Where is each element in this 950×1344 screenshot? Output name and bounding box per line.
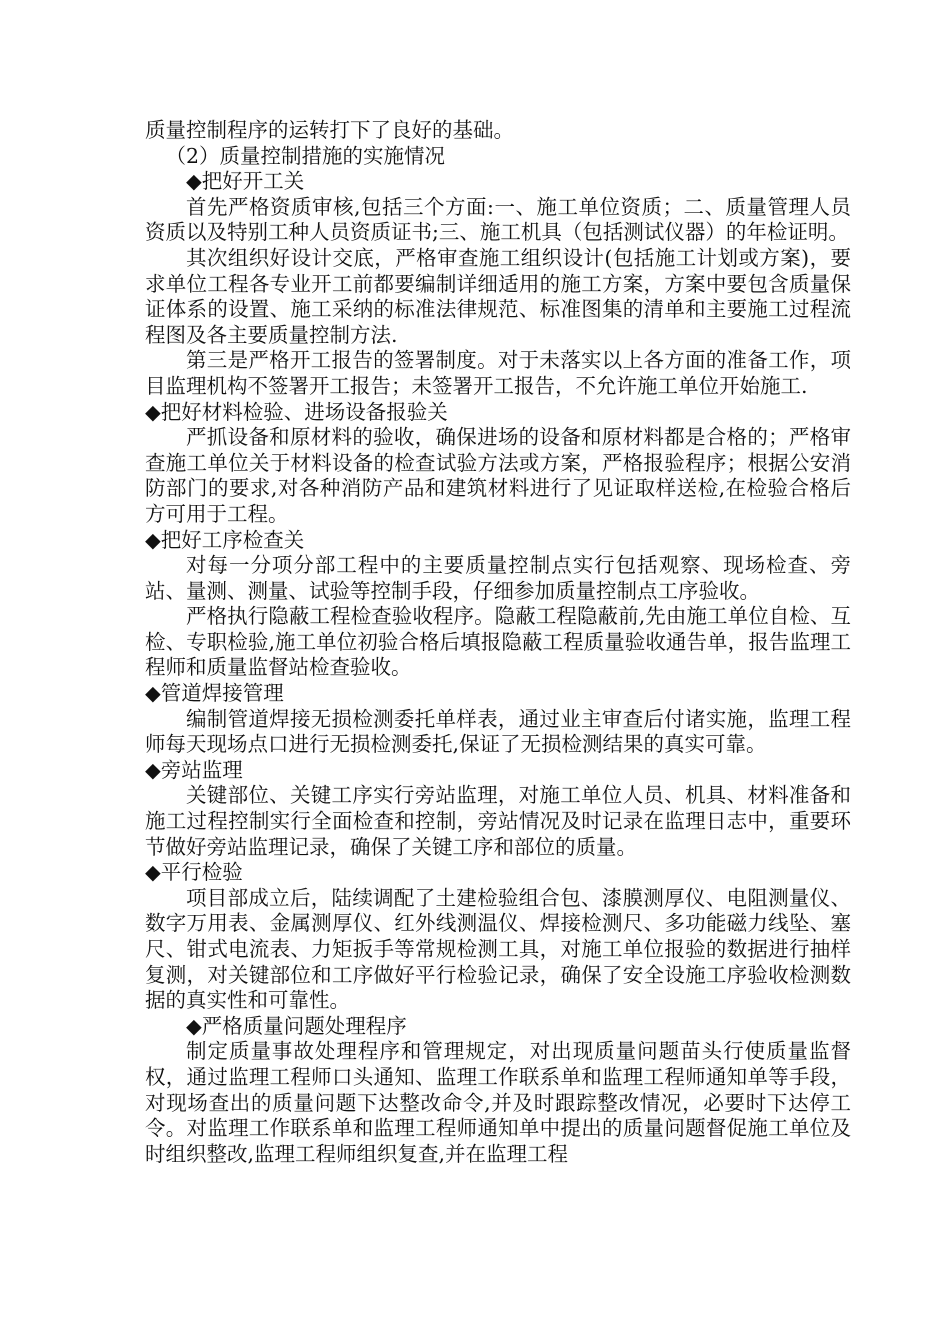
paragraph-start-report: 第三是严格开工报告的签署制度。对于未落实以上各方面的准备工作，项目监理机构不签署开工报告；未签署开工报告，不允许施工单位开始施工. (145, 348, 851, 398)
heading-side-supervision: ◆旁站监理 (145, 757, 243, 782)
heading-parallel-inspection: ◆平行检验 (145, 860, 243, 885)
heading-start-work: ◆把好开工关 (186, 169, 305, 194)
heading-material-inspection: ◆把好材料检验、进场设备报验关 (145, 399, 448, 424)
paragraph-material-inspection: 严抓设备和原材料的验收，确保进场的设备和原材料都是合格的；严格审查施工单位关于材料设备的检查试验方法或方案，严格报验程序；根据公安消防部门的要求,对各种消防产品和建筑材料进行了见证取样送检,在检验合格后方可用于工程。 (145, 425, 851, 526)
paragraph-quality-issue-handling: 制定质量事故处理程序和管理规定，对出现质量问题苗头行使质量监督权，通过监理工程师口头通知、监理工作联系单和监理工程师通知单等手段，对现场查出的质量问题下达整改命令,并及时跟踪整改情况，必要时下达停工令。对监理工作联系单和监理工程师通知单中提出的质量问题督促施工单位及时组织整改,监理工程师组织复查,并在监理工程 (145, 1039, 851, 1166)
paragraph-concealed-works: 严格执行隐蔽工程检查验收程序。隐蔽工程隐蔽前,先由施工单位自检、互检、专职检验,施工单位初验合格后填报隐蔽工程质量验收通告单，报告监理工程师和质量监督站检查验收。 (145, 604, 851, 680)
paragraph-continuation: 质量控制程序的运转打下了良好的基础。 (145, 118, 514, 142)
heading-pipe-welding: ◆管道焊接管理 (145, 681, 284, 706)
paragraph-side-supervision: 关键部位、关键工序实行旁站监理，对施工单位人员、机具、材料准备和施工过程控制实行全面检查和控制，旁站情况及时记录在监理日志中，重要环节做好旁站监理记录，确保了关键工序和部位的质量。 (145, 783, 851, 859)
paragraph-qualification-review: 首先严格资质审核,包括三个方面:一、施工单位资质；二、质量管理人员资质以及特别工种人员资质证书;三、施工机具（包括测试仪器）的年检证明。 (145, 194, 851, 245)
paragraph-design-disclosure: 其次组织好设计交底，严格审查施工组织设计(包括施工计划或方案)，要求单位工程各专业开工前都要编制详细适用的施工方案，方案中要包含质量保证体系的设置、施工采纳的标准法律规范、标准图集的清单和主要施工过程流程图及各主要质量控制方法. (145, 245, 851, 347)
paragraph-parallel-inspection: 项目部成立后，陆续调配了土建检验组合包、漆膜测厚仪、电阻测量仪、数字万用表、金属测厚仪、红外线测温仪、焊接检测尺、多功能磁力线坠、塞尺、钳式电流表、力矩扳手等常规检测工具，对施工单位报验的数据进行抽样复测，对关键部位和工序做好平行检验记录，确保了安全设施工序验收检测数据的真实性和可靠性。 (145, 885, 851, 1013)
heading-quality-issue-handling: ◆严格质量问题处理程序 (186, 1013, 407, 1038)
heading-process-inspection: ◆把好工序检查关 (145, 527, 305, 552)
document-body (145, 118, 851, 1167)
paragraph-control-points: 对每一分项分部工程中的主要质量控制点实行包括观察、现场检查、旁站、量测、测量、试验等控制手段，仔细参加质量控制点工序验收。 (145, 553, 851, 603)
paragraph-pipe-welding: 编制管道焊接无损检测委托单样表，通过业主审查后付诸实施，监理工程师每天现场点口进行无损检测委托,保证了无损检测结果的真实可靠。 (145, 706, 851, 757)
section-heading-quality-measures: （2）质量控制措施的实施情况 (165, 143, 446, 168)
